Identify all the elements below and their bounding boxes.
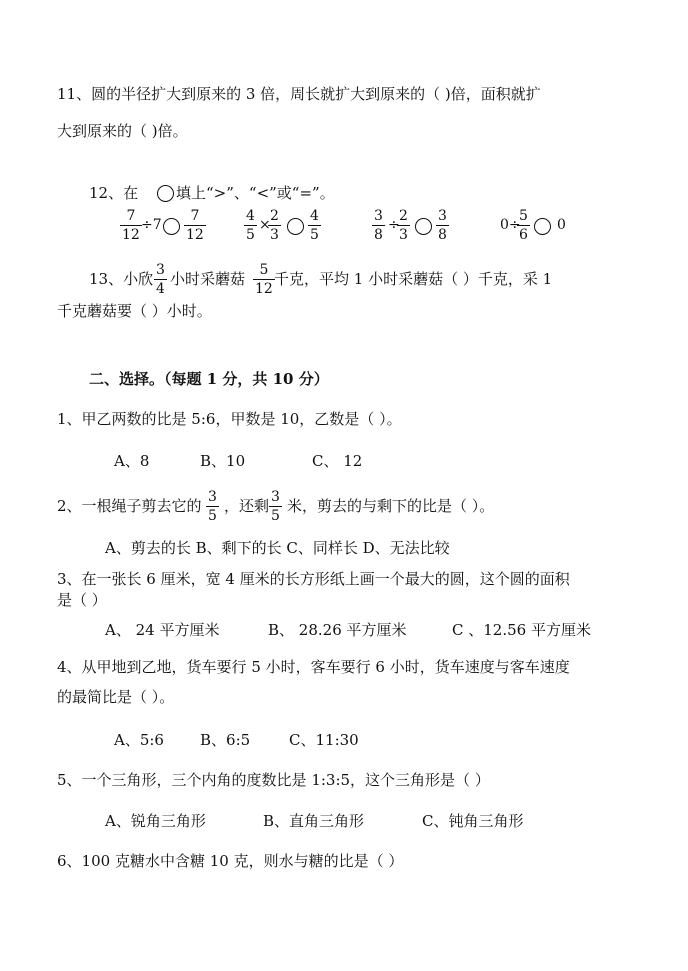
fraction: $\frac{5}{12}$ (255, 262, 273, 297)
fraction: $\frac{3}{8}$ (438, 208, 447, 243)
fraction: $\frac{2}{3}$ (270, 208, 279, 243)
option-a[interactable]: A、锐角三角形 (105, 812, 206, 830)
q2-part3: 米，剪去的与剩下的比是（ ）。 (287, 497, 495, 515)
blank-circle-icon[interactable] (415, 218, 432, 235)
q3-line2: 是（ ） (57, 591, 107, 609)
blank-circle-icon[interactable] (534, 218, 551, 235)
option-c[interactable]: C 、12.56 平方厘米 (452, 621, 591, 639)
fraction: $\frac{3}{5}$ (208, 489, 217, 524)
fraction: $\frac{4}{5}$ (246, 208, 255, 243)
q12-prefix: 12、在 (89, 184, 139, 202)
fraction: $\frac{3}{8}$ (374, 208, 383, 243)
question-1: 1、甲乙两数的比是 5:6，甲数是 10，乙数是（ ）。 (57, 410, 402, 428)
q3-line1: 3、在一张长 6 厘米，宽 4 厘米的长方形纸上画一个最大的圆，这个圆的面积 (57, 570, 570, 588)
fraction: $\frac{7}{12}$ (186, 208, 204, 243)
fraction: $\frac{3}{5}$ (271, 489, 280, 524)
q4-line2: 的最简比是（ ）。 (57, 688, 175, 706)
fraction: $\frac{7}{12}$ (122, 208, 140, 243)
operator: 0÷ (500, 217, 521, 233)
option-b[interactable]: B、 28.26 平方厘米 (268, 621, 407, 639)
option-b[interactable]: B、6:5 (200, 731, 251, 749)
fraction: $\frac{2}{3}$ (399, 208, 408, 243)
q2-part2: ，还剩 (224, 497, 270, 515)
operator: ÷ (388, 217, 400, 233)
fraction: $\frac{3}{4}$ (156, 262, 165, 297)
option-b[interactable]: B、10 (200, 452, 246, 470)
blank-circle-icon[interactable] (163, 218, 180, 235)
option-a[interactable]: A、 24 平方厘米 (105, 621, 220, 639)
q13-part1: 13、小欣 (89, 270, 154, 288)
option-a[interactable]: A、8 (114, 452, 150, 470)
q12-suffix: 填上“>”、“<”或“=”。 (176, 184, 335, 202)
q13-part2: 小时采蘑菇 (170, 270, 246, 288)
option-c[interactable]: C、 12 (312, 452, 363, 470)
q13-line2: 千克蘑菇要（ ）小时。 (57, 302, 212, 320)
q13-part3: 千克，平均 1 小时采蘑菇（ ）千克，采 1 (274, 270, 553, 288)
option-a[interactable]: A、5:6 (114, 731, 164, 749)
q11-line1: 11、圆的半径扩大到原来的 3 倍，周长就扩大到原来的（ )倍，面积就扩 (57, 85, 541, 103)
section-title: 二、选择。（每题 1 分，共 10 分） (89, 370, 329, 388)
blank-circle-icon (157, 185, 174, 202)
fraction: $\frac{4}{5}$ (310, 208, 319, 243)
operator: ÷7 (141, 217, 162, 233)
q11-line2: 大到原来的（ )倍。 (57, 122, 188, 140)
operator: × (259, 217, 271, 233)
q4-line1: 4、从甲地到乙地，货车要行 5 小时，客车要行 6 小时，货车速度与客车速度 (57, 658, 570, 676)
q2-options[interactable]: A、剪去的长 B、剩下的长 C、同样长 D、无法比较 (105, 539, 450, 557)
option-c[interactable]: C、钝角三角形 (422, 812, 524, 830)
operator: 0 (557, 217, 566, 233)
blank-circle-icon[interactable] (287, 218, 304, 235)
option-b[interactable]: B、直角三角形 (263, 812, 365, 830)
fraction: $\frac{5}{6}$ (519, 208, 528, 243)
question-5: 5、一个三角形，三个内角的度数比是 1:3:5，这个三角形是（ ） (57, 771, 490, 789)
question-6: 6、100 克糖水中含糖 10 克，则水与糖的比是（ ） (57, 852, 404, 870)
option-c[interactable]: C、11:30 (289, 731, 359, 749)
q2-part1: 2、一根绳子剪去它的 (57, 497, 202, 515)
